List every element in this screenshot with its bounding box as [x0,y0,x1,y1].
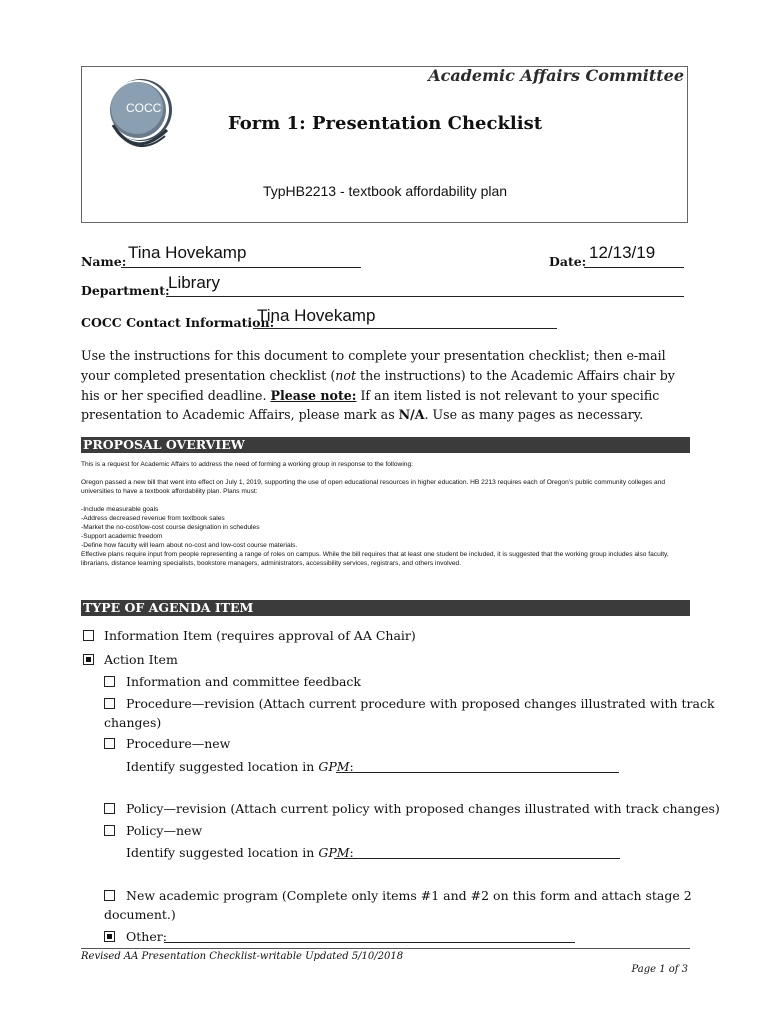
new-program-checkbox[interactable] [104,890,115,901]
procedure-revision-label-cont: changes) [104,715,162,730]
proposal-bullet-5[interactable]: -Define how faculty will learn about no-cost and low-cost course materials. [81,542,298,549]
proposal-overview-heading: PROPOSAL OVERVIEW [81,437,690,453]
policy-revision-checkbox[interactable] [104,803,115,814]
procedure-new-label: Procedure—new [126,736,231,751]
please-note: Please note: [270,387,357,403]
procedure-gpm-label [126,759,354,774]
contact-label: COCC Contact Information: [81,315,275,330]
department-line [166,296,684,297]
gpm-text: GPM [318,759,350,774]
policy-new-checkbox[interactable] [104,825,115,836]
instructions-text-2: the instructions) to the Academic Affairs chair by his or her specified deadline. [81,367,675,403]
contact-line [253,328,557,329]
action-item-label: Action Item [104,652,178,667]
page-number: Page 1 of 3 [631,964,688,975]
procedure-gpm-field[interactable] [336,772,619,773]
name-label: Name: [81,254,127,269]
proposal-bullet-3[interactable]: -Market the no-cost/low-cost course designation in schedules [81,524,260,531]
proposal-bullet-1[interactable]: -Include measurable goals [81,506,159,513]
proposal-line-2[interactable]: Oregon passed a new bill that went into effect on July 1, 2019, supporting the use of open educational resources in higher education. HB 2213 requires each of Oregon’s public community colleges and universities to have a textbook affordability plan. Plans must: [81,479,666,495]
name-field[interactable]: Tina Hovekamp [128,243,247,262]
gpm-text-2: GPM [318,845,350,860]
other-field[interactable] [164,942,575,943]
instructions-text-3: If an item listed is not relevant to your specific presentation to Academic Affairs, please mark as [81,387,660,423]
committee-name: Academic Affairs Committee [428,66,684,85]
information-item-label: Information Item (requires approval of AA Chair) [104,628,416,643]
procedure-revision-checkbox[interactable] [104,698,115,709]
instructions-text-1: Use the instructions for this document to complete your presentation checklist; then e-mail your completed presentation checklist ( [81,348,666,383]
policy-revision-label: Policy—revision (Attach current policy with proposed changes illustrated with track changes) [126,801,720,816]
department-field[interactable]: Library [168,273,220,292]
other-label: Other: [126,929,167,944]
policy-gpm-label [126,845,354,860]
form-subject: TypHB2213 - textbook affordability plan [262,183,508,199]
new-program-label: New academic program (Complete only items #1 and #2 on this form and attach stage 2 [126,888,692,903]
action-item-checkbox[interactable] [83,654,94,665]
gpm-colon-2: : [349,845,354,860]
contact-field[interactable]: Tina Hovekamp [257,306,376,325]
info-feedback-label: Information and committee feedback [126,674,361,689]
procedure-new-checkbox[interactable] [104,738,115,749]
na-mark: N/A [398,407,425,423]
instructions-text-4: . Use as many pages as necessary. [424,407,644,423]
other-checkbox[interactable] [104,931,115,942]
instructions-not: not [335,367,357,383]
procedure-revision-label: Procedure—revision (Attach current procedure with proposed changes illustrated with track [126,696,715,711]
footer-divider [81,948,690,949]
information-item-checkbox[interactable] [83,630,94,641]
date-label: Date: [549,254,587,269]
proposal-line-1[interactable]: This is a request for Academic Affairs to address the need of forming a working group in response to the following: [81,461,413,468]
logo-text: COCC [126,101,162,115]
date-field[interactable]: 12/13/19 [589,243,656,262]
department-label: Department: [81,283,170,298]
gpm-colon: : [349,759,354,774]
policy-new-label: Policy—new [126,823,203,838]
gpm-prompt-text-2: Identify suggested location in [126,845,319,860]
new-program-label-cont: document.) [104,907,176,922]
proposal-line-3[interactable]: Effective plans require input from people representing a range of roles on campus. While the bill requires that at least one student be included, it is suggested that the working group includes also faculty, librarians, distance learning specialists, bookstore managers, administrators, accessibility services, registrars, and others involved. [81,551,669,567]
footer-revision: Revised AA Presentation Checklist-writable Updated 5/10/2018 [81,951,404,962]
proposal-bullet-2[interactable]: -Address decreased revenue from textbook sales [81,515,225,522]
instructions-paragraph [81,346,681,425]
form-title: Form 1: Presentation Checklist [227,113,543,134]
gpm-prompt-text: Identify suggested location in [126,759,319,774]
proposal-bullet-4[interactable]: -Support academic freedom [81,533,163,540]
agenda-item-heading: TYPE OF AGENDA ITEM [81,600,690,616]
policy-gpm-field[interactable] [334,858,620,859]
info-feedback-checkbox[interactable] [104,676,115,687]
name-line [121,267,361,268]
date-line [584,267,684,268]
